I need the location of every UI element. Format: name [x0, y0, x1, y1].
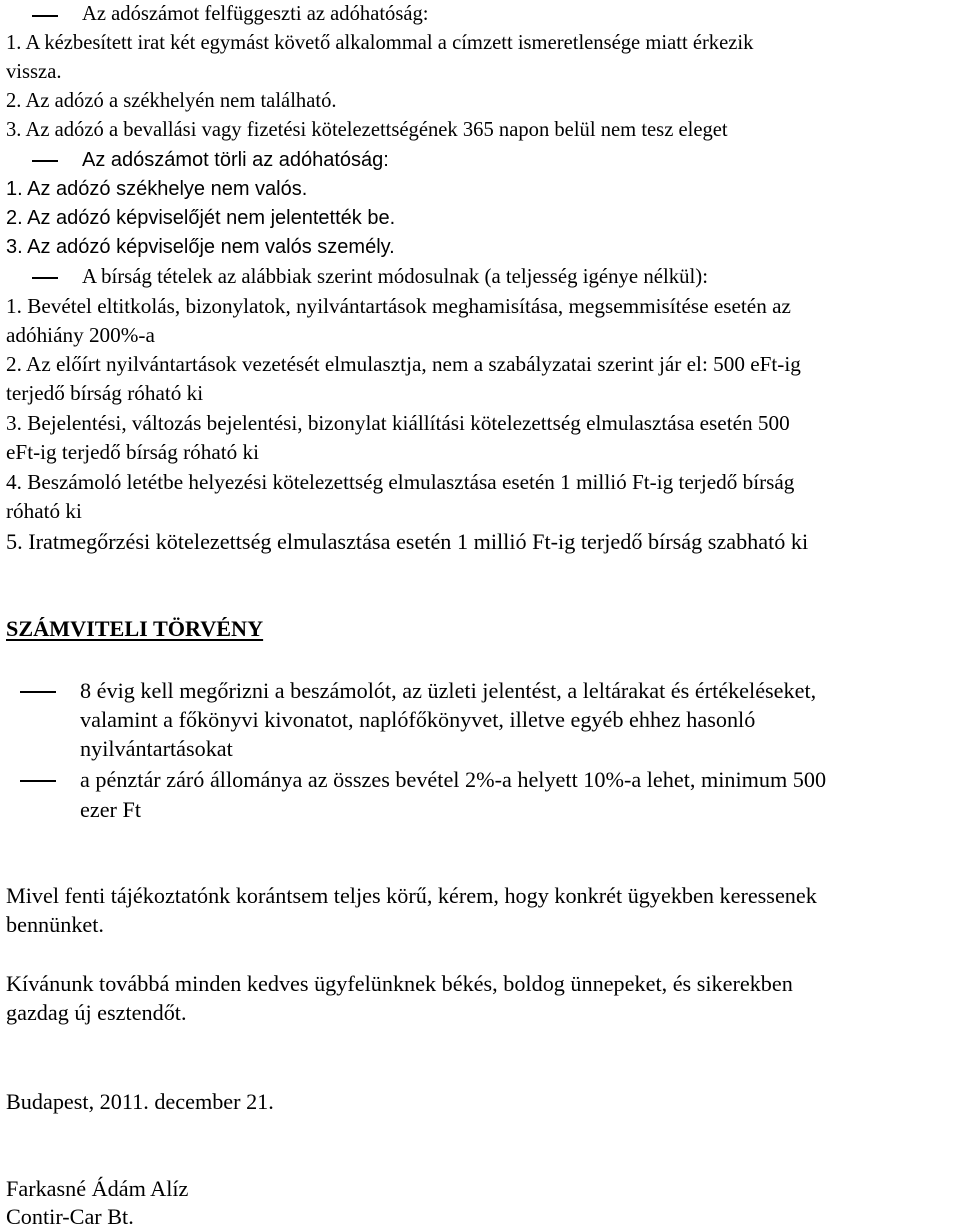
date-line: Budapest, 2011. december 21. [6, 1089, 274, 1114]
bullet-text: nyilvántartásokat [80, 736, 233, 761]
signature-name: Farkasné Ádám Alíz [6, 1176, 189, 1201]
fines-line: adóhiány 200%-a [6, 323, 155, 347]
fines-line: 5. Iratmegőrzési kötelezettség elmulasztása esetén 1 millió Ft-ig terjedő bírság szabható ki [6, 529, 809, 554]
delete-item: 1. Az adózó székhelye nem valós. [6, 178, 308, 200]
dash-bullet-icon [32, 15, 58, 17]
bullet-text: a pénztár záró állománya az összes bevétel 2%-a helyett 10%-a lehet, minimum 500 [80, 767, 827, 792]
suspend-item: 2. Az adózó a székhelyén nem található. [6, 90, 337, 112]
dash-bullet-icon [20, 780, 56, 782]
fines-line: 2. Az előírt nyilvántartások vezetését elmulasztja, nem a szabályzatai szerint jár el: 500 eFt-ig [6, 352, 801, 376]
closing-paragraph: Mivel fenti tájékoztatónk korántsem teljes körű, kérem, hogy konkrét ügyekben keressenek [6, 883, 817, 908]
fines-header: A bírság tételek az alábbiak szerint módosulnak (a teljesség igénye nélkül): [82, 265, 709, 288]
suspend-item: 1. A kézbesített irat két egymást követő alkalommal a címzett ismeretlensége miatt érkezik [6, 32, 754, 54]
greeting-paragraph: Kívánunk továbbá minden kedves ügyfelünknek békés, boldog ünnepeket, és sikerekben [6, 971, 793, 996]
dash-bullet-icon [20, 691, 56, 693]
delete-header: Az adószámot törli az adóhatóság: [82, 149, 389, 171]
fines-line: terjedő bírság róható ki [6, 381, 204, 405]
suspend-header: Az adószámot felfüggeszti az adóhatóság: [82, 3, 429, 25]
dash-bullet-icon [32, 277, 58, 279]
delete-item: 3. Az adózó képviselője nem valós személy. [6, 236, 395, 258]
section-title: SZÁMVITELI TÖRVÉNY [6, 616, 264, 641]
closing-paragraph: bennünket. [6, 912, 104, 937]
suspend-item: vissza. [6, 61, 62, 83]
fines-line: eFt-ig terjedő bírság róható ki [6, 440, 260, 464]
dash-bullet-icon [32, 160, 58, 162]
bullet-text: ezer Ft [80, 797, 141, 822]
delete-item: 2. Az adózó képviselőjét nem jelentették be. [6, 207, 396, 229]
fines-line: 3. Bejelentési, változás bejelentési, bizonylat kiállítási kötelezettség elmulasztása esetén 500 [6, 411, 790, 435]
suspend-item: 3. Az adózó a bevallási vagy fizetési kötelezettségének 365 napon belül nem tesz eleget [6, 119, 728, 141]
signature-company: Contir-Car Bt. [6, 1204, 134, 1229]
fines-line: 4. Beszámoló letétbe helyezési kötelezettség elmulasztása esetén 1 millió Ft-ig terjedő bírság [6, 470, 795, 494]
bullet-text: 8 évig kell megőrizni a beszámolót, az üzleti jelentést, a leltárakat és értékeléseket, [80, 678, 817, 703]
fines-line: 1. Bevétel eltitkolás, bizonylatok, nyilvántartások meghamisítása, megsemmisítése esetén az [6, 294, 791, 318]
fines-line: róható ki [6, 499, 82, 523]
bullet-text: valamint a főkönyvi kivonatot, naplófőkönyvet, illetve egyéb ehhez hasonló [80, 707, 756, 732]
greeting-paragraph: gazdag új esztendőt. [6, 1000, 187, 1025]
